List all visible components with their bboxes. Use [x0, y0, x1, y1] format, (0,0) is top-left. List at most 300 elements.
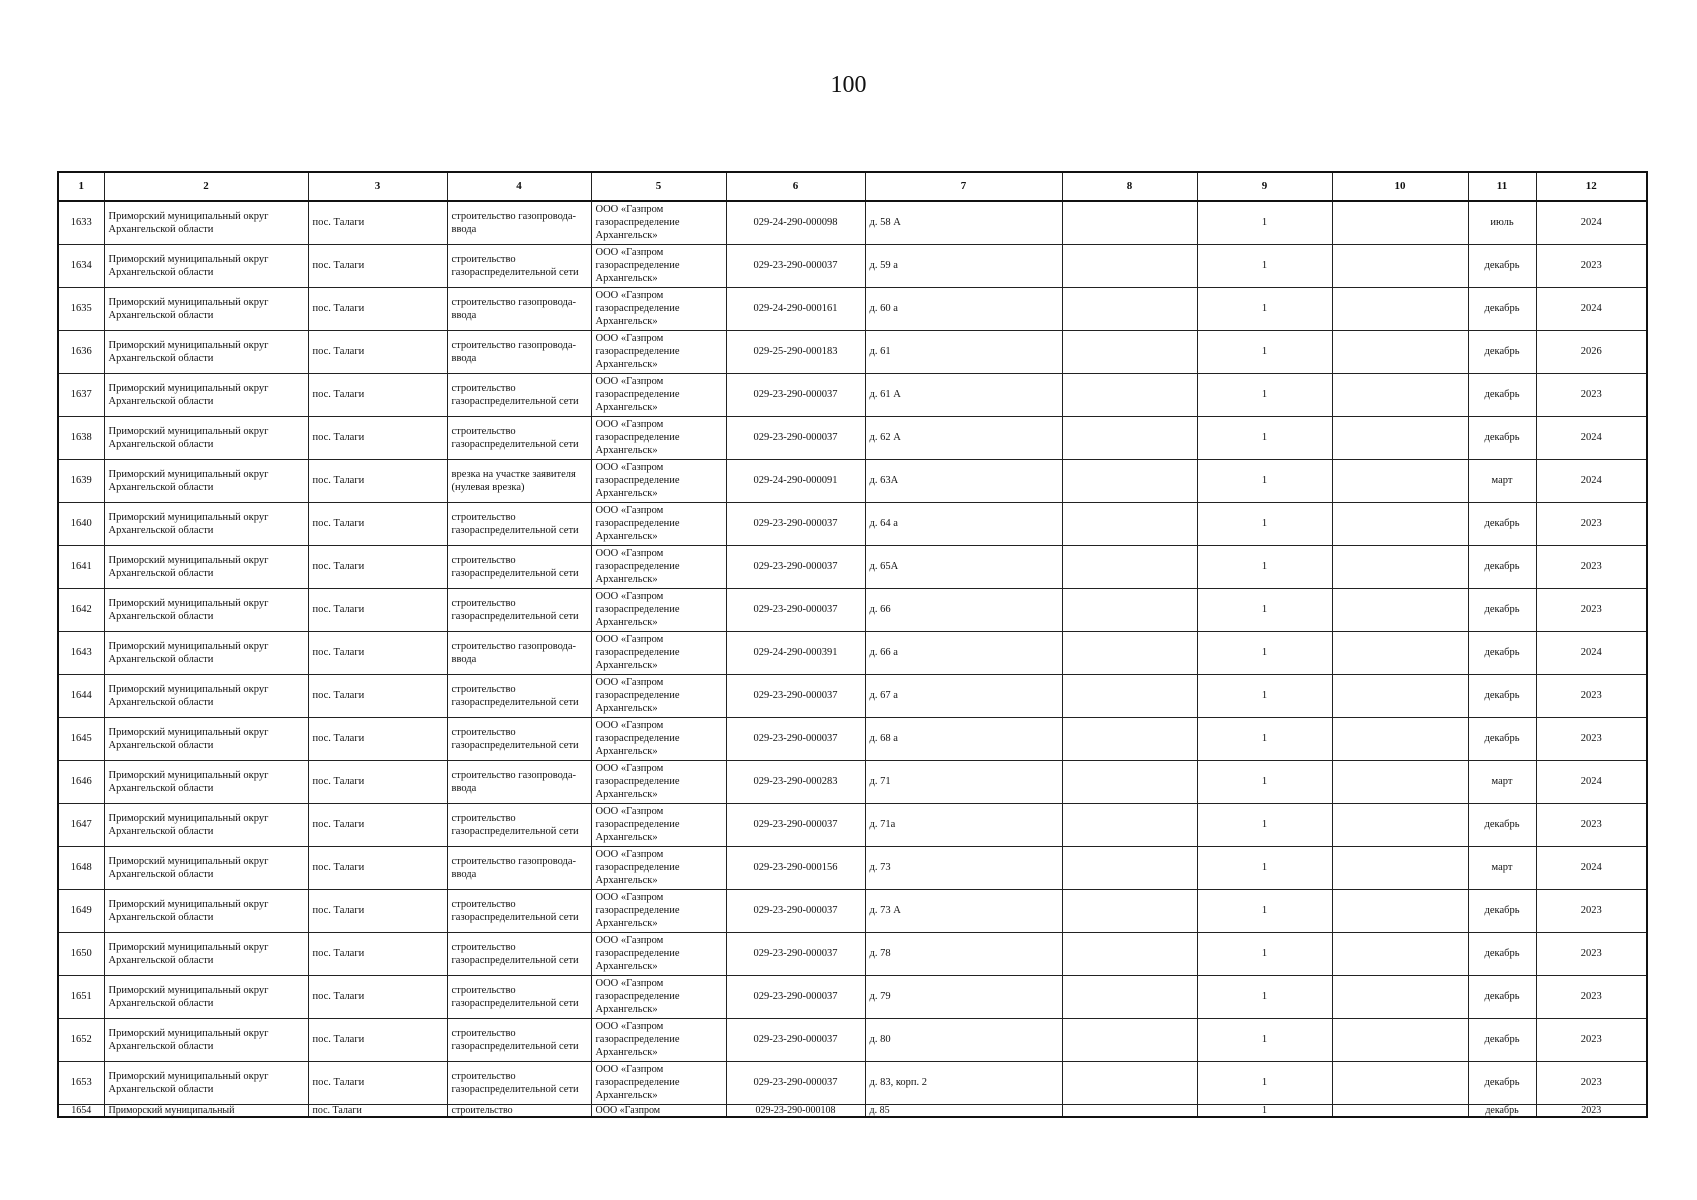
organization-cell: ООО «Газпром [591, 1104, 726, 1117]
table-row [58, 201, 1647, 244]
code-cell: 029-23-290-000037 [726, 1018, 865, 1061]
table-row [58, 631, 1647, 674]
district-cell: Приморский муниципальный округ Архангельской области [104, 459, 308, 502]
year-cell: 2023 [1536, 502, 1647, 545]
quantity-cell: 1 [1197, 244, 1332, 287]
work-type-cell: строительство газопровода-ввода [447, 631, 591, 674]
district-cell: Приморский муниципальный округ Архангельской области [104, 889, 308, 932]
settlement-cell: пос. Талаги [308, 803, 447, 846]
row-number: 1633 [58, 201, 104, 244]
settlement-cell: пос. Талаги [308, 588, 447, 631]
table-row [58, 330, 1647, 373]
col10-cell [1332, 545, 1468, 588]
code-cell: 029-23-290-000037 [726, 1061, 865, 1104]
address-cell: д. 71а [865, 803, 1062, 846]
month-cell: декабрь [1468, 330, 1536, 373]
district-cell: Приморский муниципальный округ Архангельской области [104, 717, 308, 760]
organization-cell: ООО «Газпром газораспределение Архангельск» [591, 889, 726, 932]
address-cell: д. 65А [865, 545, 1062, 588]
district-cell: Приморский муниципальный округ Архангельской области [104, 975, 308, 1018]
month-cell: декабрь [1468, 975, 1536, 1018]
row-number: 1654 [58, 1104, 104, 1117]
col8-cell [1062, 932, 1197, 975]
code-cell: 029-23-290-000037 [726, 416, 865, 459]
organization-cell: ООО «Газпром газораспределение Архангельск» [591, 459, 726, 502]
organization-cell: ООО «Газпром газораспределение Архангельск» [591, 373, 726, 416]
code-cell: 029-23-290-000037 [726, 975, 865, 1018]
col8-cell [1062, 330, 1197, 373]
col10-cell [1332, 760, 1468, 803]
col8-cell [1062, 287, 1197, 330]
district-cell: Приморский муниципальный округ Архангельской области [104, 201, 308, 244]
year-cell: 2023 [1536, 889, 1647, 932]
quantity-cell: 1 [1197, 803, 1332, 846]
quantity-cell: 1 [1197, 545, 1332, 588]
month-cell: март [1468, 760, 1536, 803]
settlement-cell: пос. Талаги [308, 1104, 447, 1117]
settlement-cell: пос. Талаги [308, 760, 447, 803]
table-row [58, 459, 1647, 502]
work-type-cell: строительство газораспределительной сети [447, 674, 591, 717]
address-cell: д. 68 а [865, 717, 1062, 760]
settlement-cell: пос. Талаги [308, 975, 447, 1018]
col10-cell [1332, 846, 1468, 889]
work-type-cell: строительство [447, 1104, 591, 1117]
quantity-cell: 1 [1197, 760, 1332, 803]
organization-cell: ООО «Газпром газораспределение Архангельск» [591, 201, 726, 244]
col8-cell [1062, 502, 1197, 545]
col10-cell [1332, 201, 1468, 244]
col10-cell [1332, 631, 1468, 674]
month-cell: декабрь [1468, 674, 1536, 717]
quantity-cell: 1 [1197, 1104, 1332, 1117]
address-cell: д. 67 а [865, 674, 1062, 717]
organization-cell: ООО «Газпром газораспределение Архангельск» [591, 674, 726, 717]
month-cell: декабрь [1468, 416, 1536, 459]
code-cell: 029-23-290-000283 [726, 760, 865, 803]
code-cell: 029-23-290-000037 [726, 717, 865, 760]
year-cell: 2023 [1536, 803, 1647, 846]
col10-cell [1332, 330, 1468, 373]
code-cell: 029-24-290-000098 [726, 201, 865, 244]
organization-cell: ООО «Газпром газораспределение Архангельск» [591, 1018, 726, 1061]
settlement-cell: пос. Талаги [308, 459, 447, 502]
work-type-cell: строительство газопровода-ввода [447, 201, 591, 244]
table-row [58, 1104, 1647, 1117]
work-type-cell: строительство газораспределительной сети [447, 416, 591, 459]
quantity-cell: 1 [1197, 330, 1332, 373]
address-cell: д. 85 [865, 1104, 1062, 1117]
work-type-cell: строительство газопровода-ввода [447, 760, 591, 803]
month-cell: декабрь [1468, 803, 1536, 846]
col8-cell [1062, 1018, 1197, 1061]
table-row [58, 717, 1647, 760]
year-cell: 2023 [1536, 545, 1647, 588]
code-cell: 029-23-290-000037 [726, 889, 865, 932]
row-number: 1640 [58, 502, 104, 545]
organization-cell: ООО «Газпром газораспределение Архангельск» [591, 502, 726, 545]
organization-cell: ООО «Газпром газораспределение Архангельск» [591, 244, 726, 287]
table-row [58, 975, 1647, 1018]
quantity-cell: 1 [1197, 1061, 1332, 1104]
quantity-cell: 1 [1197, 588, 1332, 631]
col10-cell [1332, 717, 1468, 760]
month-cell: декабрь [1468, 889, 1536, 932]
work-type-cell: строительство газораспределительной сети [447, 717, 591, 760]
col8-cell [1062, 846, 1197, 889]
work-type-cell: строительство газопровода-ввода [447, 846, 591, 889]
table-row [58, 674, 1647, 717]
quantity-cell: 1 [1197, 502, 1332, 545]
row-number: 1645 [58, 717, 104, 760]
col10-cell [1332, 1061, 1468, 1104]
work-type-cell: строительство газораспределительной сети [447, 932, 591, 975]
address-cell: д. 59 а [865, 244, 1062, 287]
year-cell: 2024 [1536, 287, 1647, 330]
col10-cell [1332, 803, 1468, 846]
table-row [58, 889, 1647, 932]
column-header-9: 9 [1197, 172, 1332, 201]
col10-cell [1332, 1104, 1468, 1117]
col10-cell [1332, 932, 1468, 975]
month-cell: декабрь [1468, 631, 1536, 674]
table-row [58, 803, 1647, 846]
row-number: 1641 [58, 545, 104, 588]
code-cell: 029-24-290-000091 [726, 459, 865, 502]
table-row [58, 545, 1647, 588]
district-cell: Приморский муниципальный округ Архангельской области [104, 588, 308, 631]
col8-cell [1062, 459, 1197, 502]
quantity-cell: 1 [1197, 932, 1332, 975]
organization-cell: ООО «Газпром газораспределение Архангельск» [591, 545, 726, 588]
district-cell: Приморский муниципальный округ Архангельской области [104, 1018, 308, 1061]
address-cell: д. 64 а [865, 502, 1062, 545]
district-cell: Приморский муниципальный округ Архангельской области [104, 674, 308, 717]
year-cell: 2024 [1536, 459, 1647, 502]
address-cell: д. 66 [865, 588, 1062, 631]
col8-cell [1062, 760, 1197, 803]
address-cell: д. 60 а [865, 287, 1062, 330]
year-cell: 2023 [1536, 717, 1647, 760]
organization-cell: ООО «Газпром газораспределение Архангельск» [591, 846, 726, 889]
col8-cell [1062, 717, 1197, 760]
col10-cell [1332, 889, 1468, 932]
month-cell: декабрь [1468, 287, 1536, 330]
row-number: 1650 [58, 932, 104, 975]
address-cell: д. 79 [865, 975, 1062, 1018]
code-cell: 029-23-290-000037 [726, 674, 865, 717]
settlement-cell: пос. Талаги [308, 502, 447, 545]
year-cell: 2026 [1536, 330, 1647, 373]
row-number: 1649 [58, 889, 104, 932]
col8-cell [1062, 244, 1197, 287]
col8-cell [1062, 416, 1197, 459]
settlement-cell: пос. Талаги [308, 1018, 447, 1061]
code-cell: 029-23-290-000037 [726, 502, 865, 545]
row-number: 1638 [58, 416, 104, 459]
row-number: 1651 [58, 975, 104, 1018]
table-row [58, 588, 1647, 631]
col10-cell [1332, 244, 1468, 287]
month-cell: декабрь [1468, 717, 1536, 760]
work-type-cell: строительство газораспределительной сети [447, 502, 591, 545]
work-type-cell: строительство газораспределительной сети [447, 1018, 591, 1061]
table-row [58, 1061, 1647, 1104]
quantity-cell: 1 [1197, 674, 1332, 717]
year-cell: 2023 [1536, 674, 1647, 717]
address-cell: д. 63А [865, 459, 1062, 502]
quantity-cell: 1 [1197, 1018, 1332, 1061]
col8-cell [1062, 588, 1197, 631]
col8-cell [1062, 545, 1197, 588]
organization-cell: ООО «Газпром газораспределение Архангельск» [591, 416, 726, 459]
organization-cell: ООО «Газпром газораспределение Архангельск» [591, 932, 726, 975]
column-header-8: 8 [1062, 172, 1197, 201]
col10-cell [1332, 459, 1468, 502]
address-cell: д. 71 [865, 760, 1062, 803]
work-type-cell: строительство газопровода-ввода [447, 330, 591, 373]
quantity-cell: 1 [1197, 373, 1332, 416]
year-cell: 2024 [1536, 201, 1647, 244]
settlement-cell: пос. Талаги [308, 416, 447, 459]
organization-cell: ООО «Газпром газораспределение Архангельск» [591, 803, 726, 846]
code-cell: 029-23-290-000037 [726, 244, 865, 287]
year-cell: 2023 [1536, 1018, 1647, 1061]
settlement-cell: пос. Талаги [308, 201, 447, 244]
row-number: 1644 [58, 674, 104, 717]
district-cell: Приморский муниципальный округ Архангельской области [104, 502, 308, 545]
work-type-cell: строительство газораспределительной сети [447, 244, 591, 287]
address-cell: д. 73 [865, 846, 1062, 889]
address-cell: д. 58 А [865, 201, 1062, 244]
code-cell: 029-23-290-000037 [726, 803, 865, 846]
col10-cell [1332, 373, 1468, 416]
settlement-cell: пос. Талаги [308, 631, 447, 674]
quantity-cell: 1 [1197, 287, 1332, 330]
settlement-cell: пос. Талаги [308, 846, 447, 889]
month-cell: июль [1468, 201, 1536, 244]
col8-cell [1062, 803, 1197, 846]
row-number: 1646 [58, 760, 104, 803]
col8-cell [1062, 1104, 1197, 1117]
district-cell: Приморский муниципальный округ Архангельской области [104, 1061, 308, 1104]
col10-cell [1332, 975, 1468, 1018]
column-header-12: 12 [1536, 172, 1647, 201]
address-cell: д. 62 А [865, 416, 1062, 459]
col8-cell [1062, 1061, 1197, 1104]
year-cell: 2023 [1536, 975, 1647, 1018]
district-cell: Приморский муниципальный округ Архангельской области [104, 631, 308, 674]
code-cell: 029-24-290-000391 [726, 631, 865, 674]
row-number: 1635 [58, 287, 104, 330]
table-row [58, 502, 1647, 545]
quantity-cell: 1 [1197, 201, 1332, 244]
work-type-cell: строительство газораспределительной сети [447, 803, 591, 846]
code-cell: 029-23-290-000037 [726, 545, 865, 588]
work-type-cell: строительство газораспределительной сети [447, 545, 591, 588]
settlement-cell: пос. Талаги [308, 932, 447, 975]
code-cell: 029-23-290-000037 [726, 588, 865, 631]
table-row [58, 244, 1647, 287]
work-type-cell: врезка на участке заявителя (нулевая врезка) [447, 459, 591, 502]
month-cell: декабрь [1468, 1104, 1536, 1117]
col8-cell [1062, 631, 1197, 674]
district-cell: Приморский муниципальный [104, 1104, 308, 1117]
column-header-3: 3 [308, 172, 447, 201]
month-cell: декабрь [1468, 1061, 1536, 1104]
year-cell: 2023 [1536, 588, 1647, 631]
district-cell: Приморский муниципальный округ Архангельской области [104, 416, 308, 459]
code-cell: 029-23-290-000156 [726, 846, 865, 889]
code-cell: 029-23-290-000037 [726, 932, 865, 975]
district-cell: Приморский муниципальный округ Архангельской области [104, 760, 308, 803]
work-type-cell: строительство газопровода-ввода [447, 287, 591, 330]
col10-cell [1332, 416, 1468, 459]
district-cell: Приморский муниципальный округ Архангельской области [104, 545, 308, 588]
year-cell: 2024 [1536, 846, 1647, 889]
col10-cell [1332, 674, 1468, 717]
organization-cell: ООО «Газпром газораспределение Архангельск» [591, 1061, 726, 1104]
column-header-6: 6 [726, 172, 865, 201]
year-cell: 2024 [1536, 416, 1647, 459]
address-cell: д. 78 [865, 932, 1062, 975]
settlement-cell: пос. Талаги [308, 1061, 447, 1104]
col8-cell [1062, 889, 1197, 932]
year-cell: 2023 [1536, 1061, 1647, 1104]
quantity-cell: 1 [1197, 459, 1332, 502]
year-cell: 2023 [1536, 244, 1647, 287]
year-cell: 2024 [1536, 760, 1647, 803]
quantity-cell: 1 [1197, 717, 1332, 760]
table-row [58, 846, 1647, 889]
district-cell: Приморский муниципальный округ Архангельской области [104, 244, 308, 287]
address-cell: д. 73 А [865, 889, 1062, 932]
year-cell: 2024 [1536, 631, 1647, 674]
organization-cell: ООО «Газпром газораспределение Архангельск» [591, 760, 726, 803]
work-type-cell: строительство газораспределительной сети [447, 975, 591, 1018]
district-cell: Приморский муниципальный округ Архангельской области [104, 846, 308, 889]
col8-cell [1062, 975, 1197, 1018]
row-number: 1647 [58, 803, 104, 846]
work-type-cell: строительство газораспределительной сети [447, 588, 591, 631]
table-row [58, 287, 1647, 330]
month-cell: март [1468, 846, 1536, 889]
col10-cell [1332, 1018, 1468, 1061]
table-row [58, 1018, 1647, 1061]
table-row [58, 760, 1647, 803]
month-cell: декабрь [1468, 932, 1536, 975]
column-header-11: 11 [1468, 172, 1536, 201]
column-header-5: 5 [591, 172, 726, 201]
quantity-cell: 1 [1197, 889, 1332, 932]
address-cell: д. 61 [865, 330, 1062, 373]
district-cell: Приморский муниципальный округ Архангельской области [104, 803, 308, 846]
col8-cell [1062, 373, 1197, 416]
table-body [58, 201, 1647, 1117]
row-number: 1643 [58, 631, 104, 674]
code-cell: 029-23-290-000037 [726, 373, 865, 416]
table-row [58, 416, 1647, 459]
code-cell: 029-24-290-000161 [726, 287, 865, 330]
year-cell: 2023 [1536, 932, 1647, 975]
month-cell: декабрь [1468, 373, 1536, 416]
row-number: 1636 [58, 330, 104, 373]
table-row [58, 932, 1647, 975]
quantity-cell: 1 [1197, 416, 1332, 459]
settlement-cell: пос. Талаги [308, 373, 447, 416]
code-cell: 029-25-290-000183 [726, 330, 865, 373]
column-header-2: 2 [104, 172, 308, 201]
work-type-cell: строительство газораспределительной сети [447, 889, 591, 932]
settlement-cell: пос. Талаги [308, 330, 447, 373]
row-number: 1634 [58, 244, 104, 287]
settlement-cell: пос. Талаги [308, 244, 447, 287]
address-cell: д. 80 [865, 1018, 1062, 1061]
month-cell: декабрь [1468, 502, 1536, 545]
settlement-cell: пос. Талаги [308, 674, 447, 717]
work-type-cell: строительство газораспределительной сети [447, 373, 591, 416]
col8-cell [1062, 201, 1197, 244]
quantity-cell: 1 [1197, 631, 1332, 674]
quantity-cell: 1 [1197, 975, 1332, 1018]
col10-cell [1332, 287, 1468, 330]
row-number: 1642 [58, 588, 104, 631]
organization-cell: ООО «Газпром газораспределение Архангельск» [591, 588, 726, 631]
address-cell: д. 61 А [865, 373, 1062, 416]
year-cell: 2023 [1536, 373, 1647, 416]
year-cell: 2023 [1536, 1104, 1647, 1117]
data-table [57, 171, 1648, 1118]
address-cell: д. 83, корп. 2 [865, 1061, 1062, 1104]
column-header-10: 10 [1332, 172, 1468, 201]
column-header-4: 4 [447, 172, 591, 201]
month-cell: декабрь [1468, 588, 1536, 631]
column-header-7: 7 [865, 172, 1062, 201]
row-number: 1639 [58, 459, 104, 502]
organization-cell: ООО «Газпром газораспределение Архангельск» [591, 287, 726, 330]
district-cell: Приморский муниципальный округ Архангельской области [104, 932, 308, 975]
organization-cell: ООО «Газпром газораспределение Архангельск» [591, 717, 726, 760]
settlement-cell: пос. Талаги [308, 287, 447, 330]
row-number: 1653 [58, 1061, 104, 1104]
district-cell: Приморский муниципальный округ Архангельской области [104, 330, 308, 373]
month-cell: декабрь [1468, 244, 1536, 287]
col8-cell [1062, 674, 1197, 717]
row-number: 1648 [58, 846, 104, 889]
row-number: 1637 [58, 373, 104, 416]
table-row [58, 373, 1647, 416]
district-cell: Приморский муниципальный округ Архангельской области [104, 287, 308, 330]
quantity-cell: 1 [1197, 846, 1332, 889]
table-header-row [58, 172, 1647, 201]
month-cell: март [1468, 459, 1536, 502]
settlement-cell: пос. Талаги [308, 717, 447, 760]
organization-cell: ООО «Газпром газораспределение Архангельск» [591, 975, 726, 1018]
row-number: 1652 [58, 1018, 104, 1061]
col10-cell [1332, 588, 1468, 631]
organization-cell: ООО «Газпром газораспределение Архангельск» [591, 631, 726, 674]
page-number: 100 [830, 72, 867, 98]
col10-cell [1332, 502, 1468, 545]
column-header-1: 1 [58, 172, 104, 201]
district-cell: Приморский муниципальный округ Архангельской области [104, 373, 308, 416]
settlement-cell: пос. Талаги [308, 545, 447, 588]
month-cell: декабрь [1468, 545, 1536, 588]
address-cell: д. 66 а [865, 631, 1062, 674]
work-type-cell: строительство газораспределительной сети [447, 1061, 591, 1104]
month-cell: декабрь [1468, 1018, 1536, 1061]
organization-cell: ООО «Газпром газораспределение Архангельск» [591, 330, 726, 373]
